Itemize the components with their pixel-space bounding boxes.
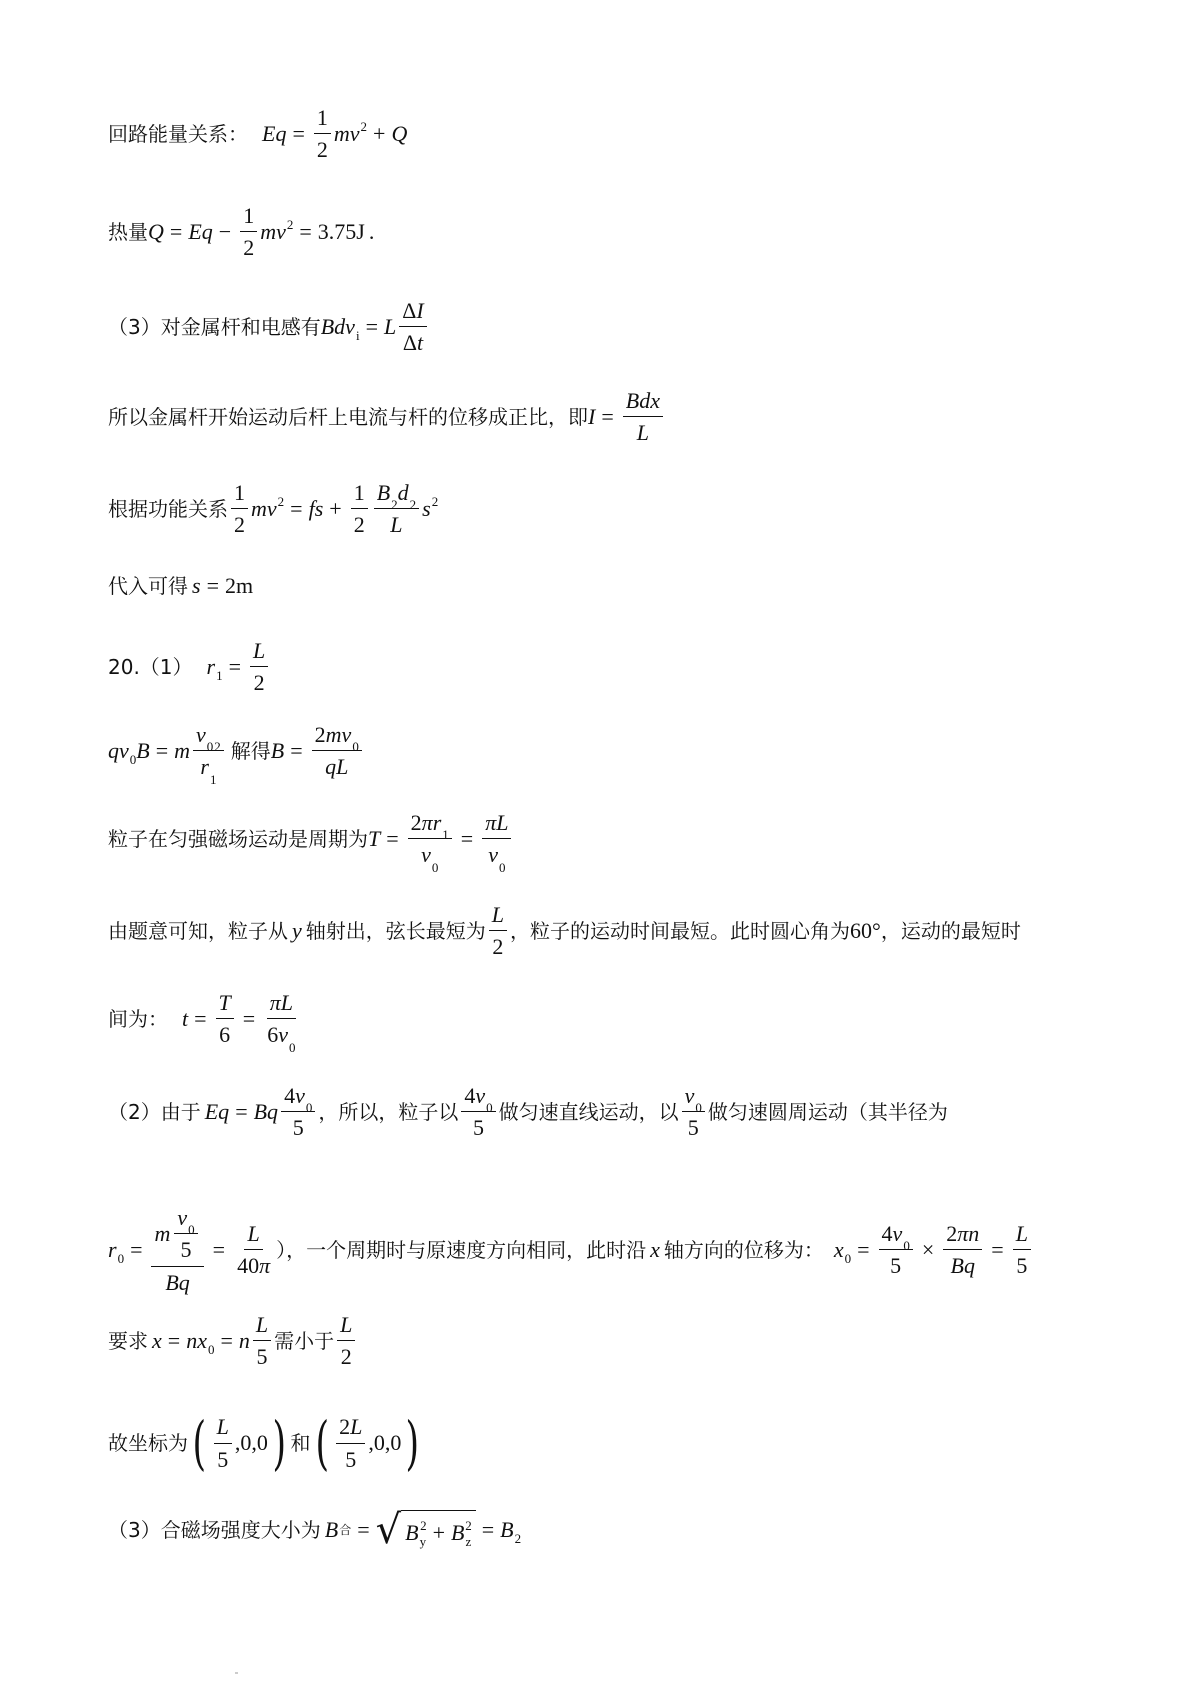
coordinates-text-a: 故坐标为 bbox=[108, 1431, 188, 1455]
part2-text-a: （2）由于 bbox=[108, 1099, 201, 1124]
fraction-half: $\frac{1}{2}$ bbox=[314, 105, 331, 163]
requirement-text-b: 需小于 bbox=[274, 1328, 335, 1353]
question-20-number: 20.（1） bbox=[108, 654, 193, 679]
math-eq: Eq bbox=[262, 120, 287, 146]
part2-line: （2）由于 Eq = Bq 4 v 0 5 ，所以，粒子以 4 v 0 5 做匀速直线运动，以 v 0 5 做匀速圆周运动（其半径为 bbox=[108, 1083, 948, 1141]
radius-text-a: ），一个周期时与原速度方向相同，此时沿 bbox=[276, 1237, 647, 1262]
proportional-line: 所以金属杆开始运动后杆上电流与杆的位移成正比，即 I = $\frac{\text{Bdx}}{L}$ bbox=[108, 388, 666, 446]
part2-text-d: 做匀速圆周运动（其半径为 bbox=[707, 1099, 948, 1124]
heat-line: 热量 Q = Eq − $\frac{1}{2}$ $mv^2$ = 3.75J . bbox=[108, 203, 375, 261]
coordinates-line: 故坐标为 ( $\frac{L}{5}$ ,0,0 ) 和 ( 2 L 5 ,0,0 ) bbox=[108, 1409, 420, 1477]
sqrt-expression: √ $B_y^2$ + $B_z^2$ bbox=[376, 1510, 476, 1550]
energy-relation-line: 回路能量关系： Eq = $\frac{1}{2}$ $mv^2$ + Q bbox=[108, 105, 408, 163]
part2-text-c: 做匀速直线运动，以 bbox=[498, 1099, 679, 1124]
period-line: 粒子在匀强磁场运动是周期为 T = 2 πr 1 v 0 = πL v 0 bbox=[108, 810, 514, 868]
scan-speck bbox=[235, 1672, 238, 1674]
heat-result: 3.75J bbox=[317, 218, 365, 244]
math-mv2: $mv^2$ bbox=[333, 118, 368, 146]
radius-line: $r_0$ = m v 0 5 Bq = L 40 π ），一个周期时与原速度方向相同，此时沿 x 轴方向的位移为： $x_0$ = 4 v 0 5 × 2 πn Bq = $\frac{L}{5}$ bbox=[108, 1205, 1034, 1295]
heat-label: 热量 bbox=[108, 219, 148, 244]
work-energy-label: 根据功能关系 bbox=[108, 496, 228, 521]
coordinates-text-b: 和 bbox=[290, 1431, 311, 1455]
inductor-label: （3）对金属杆和电感有 bbox=[108, 314, 321, 339]
min-time-line: 间为： t = $\frac{T}{6}$ = πL 6 v 0 bbox=[108, 990, 296, 1055]
radius-text-b: 轴方向的位移为： bbox=[663, 1237, 824, 1262]
min-chord-text-b: 轴射出，弦长最短为 bbox=[305, 918, 486, 943]
min-time-label: 间为： bbox=[108, 1006, 168, 1031]
min-chord-text-a: 由题意可知，粒子从 bbox=[108, 918, 288, 943]
distance-result: 2m bbox=[224, 573, 254, 598]
substitution-line: 代入可得 s = 2m bbox=[108, 573, 254, 598]
proportional-label: 所以金属杆开始运动后杆上电流与杆的位移成正比，即 bbox=[108, 404, 588, 429]
force-balance-line: $qv_0B$ = m v 0 2 r 1 解得 B = 2 mv 0 qL bbox=[108, 722, 365, 780]
inductor-line: （3）对金属杆和电感有 Bdv$_i$ = L Δ I Δ t bbox=[108, 298, 430, 356]
requirement-text-a: 要求 bbox=[108, 1328, 148, 1353]
min-chord-text-c: ，粒子的运动时间最短。此时圆心角为 bbox=[510, 918, 851, 943]
work-energy-line: 根据功能关系 $\frac{1}{2}$ $mv^2$ = fs + $\frac{1}{2}$ B 2 d 2 L $s^2$ bbox=[108, 480, 439, 538]
question-20-line: 20.（1） $r_1$ = $\frac{L}{2}$ bbox=[108, 638, 271, 696]
central-angle: 60° bbox=[850, 917, 881, 943]
combined-field-label: （3）合磁场强度大小为 bbox=[108, 1518, 321, 1542]
requirement-line: 要求 x = $nx_0$ = n $\frac{L}{5}$ 需小于 $\frac{L}{2}$ bbox=[108, 1312, 358, 1370]
combined-field-line: （3）合磁场强度大小为 B 合 = √ $B_y^2$ + $B_z^2$ = $B_2$ bbox=[108, 1507, 522, 1553]
part2-text-b: ，所以，粒子以 bbox=[318, 1099, 459, 1124]
min-chord-line: 由题意可知，粒子从 y 轴射出，弦长最短为 $\frac{L}{2}$ ，粒子的运动时间最短。此时圆心角为 60° ，运动的最短时 bbox=[108, 902, 1021, 960]
energy-relation-label: 回路能量关系： bbox=[108, 121, 248, 146]
solve-label: 解得 bbox=[230, 738, 271, 763]
substitution-label: 代入可得 bbox=[108, 574, 188, 598]
period-label: 粒子在匀强磁场运动是周期为 bbox=[108, 826, 368, 851]
min-chord-text-d: ，运动的最短时 bbox=[880, 918, 1021, 943]
heat-period: . bbox=[368, 218, 375, 244]
